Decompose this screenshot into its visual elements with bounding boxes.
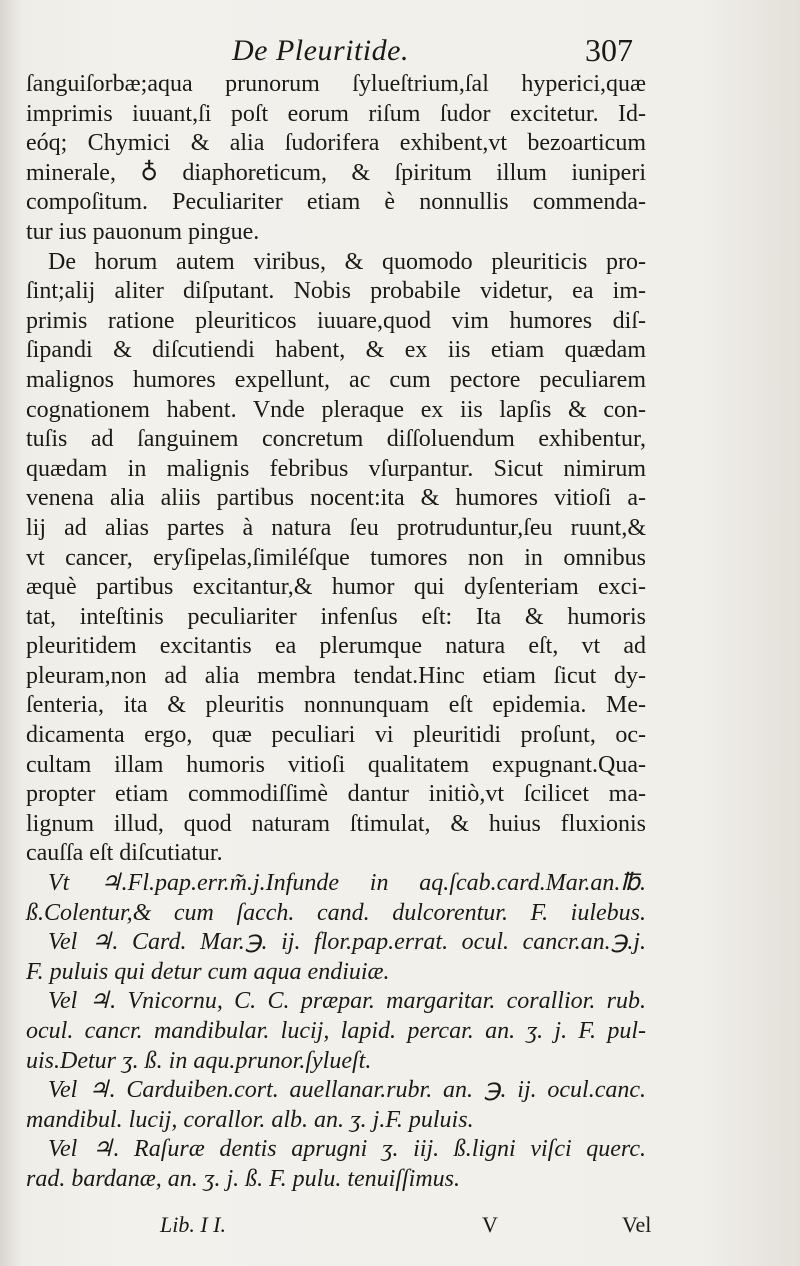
text-line: cauſſa eſt diſcutiatur.: [26, 840, 223, 867]
text-line: cognationem habent. Vnde pleraque ex iis lapſis & con-: [26, 396, 646, 423]
page-number: 307: [585, 32, 633, 68]
text-line: tat, inteſtinis peculiariter infenſus eſt: Ita & humoris: [26, 603, 646, 630]
text-line: venena alia aliis partibus nocent:ita & humores vitioſi a-: [26, 485, 646, 512]
text-line: compoſitum. Peculiariter etiam è nonnullis commenda-: [26, 189, 646, 216]
prescription-line: Vel ♃. Raſuræ dentis aprugni ʒ. iij. ß.ligni viſci querc.: [48, 1136, 646, 1163]
text-line: dicamenta ergo, quæ peculiari vi pleuritidi proſunt, oc-: [26, 722, 646, 749]
text-line: De horum autem viribus, & quomodo pleuriticis pro-: [48, 248, 646, 275]
text-line: malignos humores expellunt, ac cum pectore peculiarem: [26, 366, 646, 393]
text-line: cultam illam humoris vitioſi qualitatem expugnant.Qua-: [26, 751, 646, 778]
text-line: lignum illud, quod naturam ſtimulat, & huius fluxionis: [26, 810, 646, 837]
signature-mark: Lib. I I.: [160, 1212, 226, 1237]
catchword: Vel: [622, 1212, 652, 1237]
prescription-line: Vel ♃. Vnicornu, C. C. præpar. margaritar. corallior. rub.: [48, 988, 646, 1015]
text-line: æquè partibus excitantur,& humor qui dyſenteriam exci-: [26, 574, 646, 601]
page-footer: [0, 1208, 800, 1248]
text-line: lij ad alias partes à natura ſeu protruduntur,ſeu ruunt,&: [26, 514, 646, 541]
text-line: ſint;alij aliter diſputant. Nobis probabile videtur, ea im-: [26, 278, 646, 305]
sheet-mark: V: [482, 1212, 498, 1237]
text-line: tuſis ad ſanguinem concretum diſſoluendum exhibentur,: [26, 426, 646, 453]
prescription-line: ß.Colentur,& cum ſacch. cand. dulcorentur. F. iulebus.: [26, 899, 646, 926]
prescription-line: ocul. cancr. mandibular. lucij, lapid. percar. an. ʒ. j. F. pul-: [26, 1018, 646, 1044]
prescription-line: mandibul. lucij, corallor. alb. an. ʒ. j.F. puluis.: [26, 1106, 474, 1133]
text-line: tur ius pauonum pingue.: [26, 218, 260, 245]
prescription-line: rad. bardanæ, an. ʒ. j. ß. F. pulu. tenuiſſimus.: [26, 1165, 461, 1192]
text-line: imprimis iuuant,ſi poſt eorum riſum ſudor excitetur. Id-: [26, 100, 646, 127]
running-title: De Pleuritide.: [232, 34, 409, 67]
text-line: vt cancer, eryſipelas,ſimiléſque tumores non in omnibus: [26, 544, 646, 571]
text-line: ſenteria, ita & pleuritis nonnunquam eſt epidemia. Me-: [26, 692, 646, 719]
text-line: primis ratione pleuriticos iuuare,quod vim humores diſ-: [26, 307, 646, 334]
prescription-line: F. puluis qui detur cum aqua endiuiæ.: [26, 958, 390, 985]
prescription-line: Vt ♃.Fl.pap.err.m̃.j.Infunde in aq.ſcab.card.Mar.an.℔.: [48, 870, 646, 897]
text-line: ſanguiſorbæ;aqua prunorum ſylueſtrium,ſal hyperici,quæ: [26, 71, 646, 97]
text-line: quædam in malignis febribus vſurpantur. Sicut nimirum: [26, 455, 646, 482]
prescription-line: Vel ♃. Carduiben.cort. auellanar.rubr. an. ℈. ij. ocul.canc.: [48, 1077, 646, 1104]
text-line: ſipandi & diſcutiendi habent, & ex iis etiam quædam: [26, 337, 646, 364]
prescription-line: Vel ♃. Card. Mar.℈. ij. flor.pap.errat. ocul. cancr.an.℈.j.: [48, 929, 646, 956]
text-line: eóq; Chymici & alia ſudorifera exhibent,vt bezoarticum: [26, 130, 646, 157]
text-line: pleuram,non ad alia membra tendat.Hinc etiam ſicut dy-: [26, 662, 646, 689]
prescription-line: uis.Detur ʒ. ß. in aqu.prunor.ſylueſt.: [26, 1047, 372, 1074]
text-line: pleuritidem excitantis ea plerumque natura eſt, vt ad: [26, 633, 646, 660]
text-line: minerale, ♁ diaphoreticum, & ſpiritum illum iuniperi: [26, 159, 646, 186]
body-text: [26, 70, 646, 1195]
text-line: propter etiam commodiſſimè dantur initiò,vt ſcilicet ma-: [26, 781, 646, 808]
